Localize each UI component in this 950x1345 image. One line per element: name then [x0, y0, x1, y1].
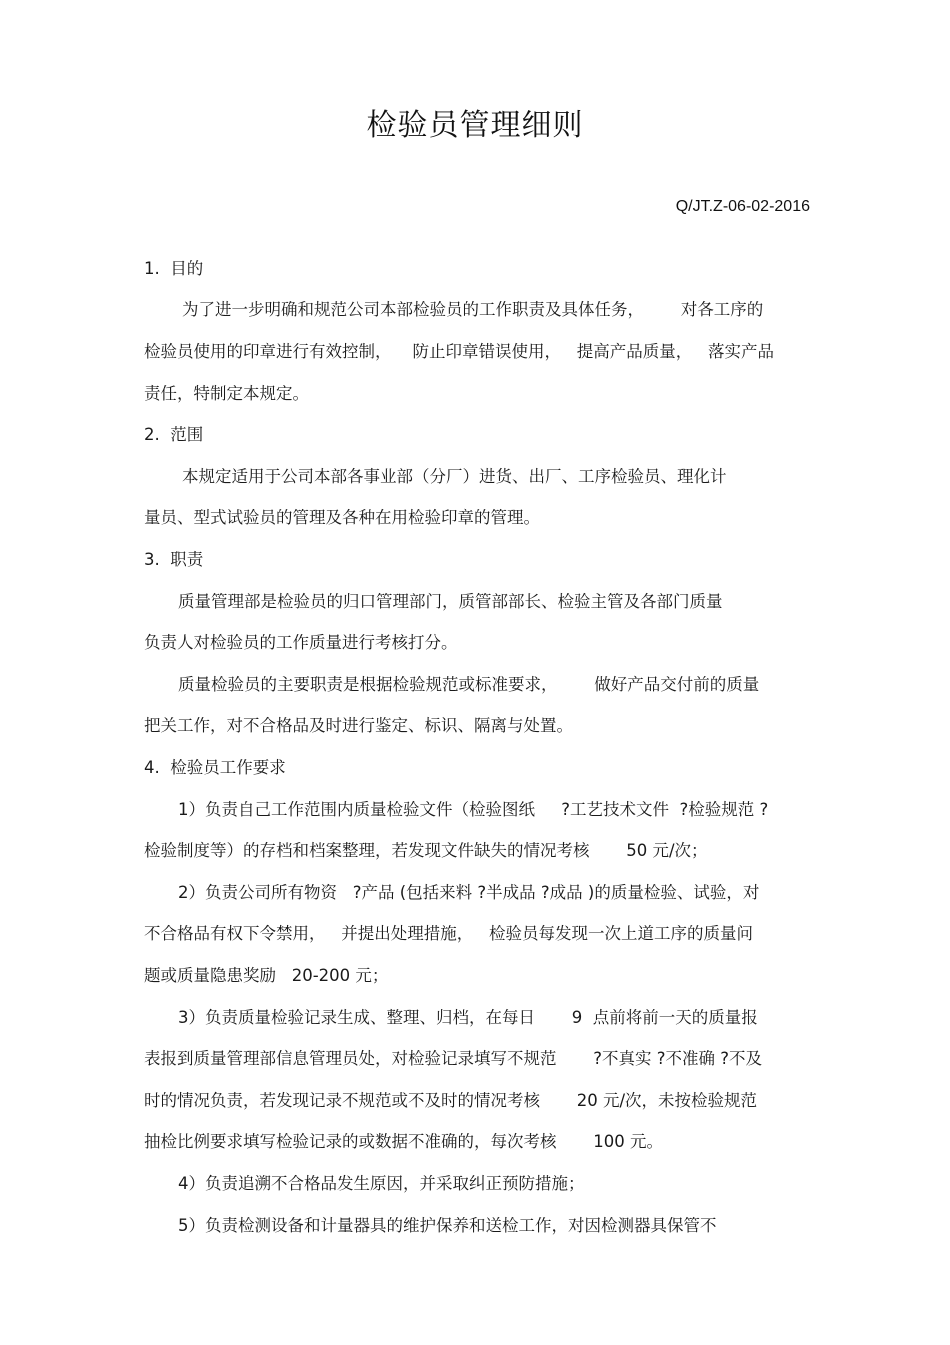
section-heading: 3. 职责 — [144, 550, 204, 569]
list-item-line: 题或质量隐患奖励 20-200 元； — [144, 966, 389, 985]
list-item-line: 3）负责质量检验记录生成、整理、归档，在每日 9 点前将前一天的质量报 — [178, 1008, 758, 1027]
paragraph-line: 质量检验员的主要职责是根据检验规范或标准要求， 做好产品交付前的质量 — [178, 675, 760, 694]
list-item-line: 表报到质量管理部信息管理员处，对检验记录填写不规范 ?不真实 ?不准确 ?不及 — [144, 1049, 762, 1068]
paragraph-line: 检验员使用的印章进行有效控制， 防止印章错误使用， 提高产品质量， 落实产品 — [144, 342, 774, 361]
paragraph-line: 责任，特制定本规定。 — [144, 384, 309, 403]
paragraph-line: 把关工作，对不合格品及时进行鉴定、标识、隔离与处置。 — [144, 716, 573, 735]
paragraph-line: 为了进一步明确和规范公司本部检验员的工作职责及具体任务， 对各工序的 — [182, 300, 764, 319]
paragraph-line: 质量管理部是检验员的归口管理部门，质管部部长、检验主管及各部门质量 — [178, 592, 723, 611]
list-item-line: 抽检比例要求填写检验记录的或数据不准确的，每次考核 100 元。 — [144, 1132, 663, 1151]
list-item-line: 4）负责追溯不合格品发生原因，并采取纠正预防措施； — [178, 1174, 585, 1193]
section-heading: 2. 范围 — [144, 425, 204, 444]
section-heading: 1. 目的 — [144, 259, 204, 278]
list-item-line: 1）负责自己工作范围内质量检验文件（检验图纸 ?工艺技术文件 ?检验规范 ? — [178, 800, 769, 819]
list-item-line: 2）负责公司所有物资 ?产品 (包括来料 ?半成品 ?成品 )的质量检验、试验，对 — [178, 883, 760, 902]
paragraph-line: 本规定适用于公司本部各事业部（分厂）进货、出厂、工序检验员、理化计 — [182, 467, 727, 486]
document-title: 检验员管理细则 — [366, 108, 584, 143]
section-heading: 4. 检验员工作要求 — [144, 758, 286, 777]
list-item-line: 5）负责检测设备和计量器具的维护保养和送检工作，对因检测器具保管不 — [178, 1216, 717, 1235]
paragraph-line: 负责人对检验员的工作质量进行考核打分。 — [144, 633, 458, 652]
document-number: Q/JT.Z-06-02-2016 — [675, 198, 810, 215]
paragraph-line: 量员、型式试验员的管理及各种在用检验印章的管理。 — [144, 508, 540, 527]
list-item-line: 检验制度等）的存档和档案整理，若发现文件缺失的情况考核 50 元/次； — [144, 841, 708, 860]
list-item-line: 不合格品有权下令禁用， 并提出处理措施， 检验员每发现一次上道工序的质量问 — [144, 924, 753, 943]
list-item-line: 时的情况负责，若发现记录不规范或不及时的情况考核 20 元/次，未按检验规范 — [144, 1091, 758, 1110]
